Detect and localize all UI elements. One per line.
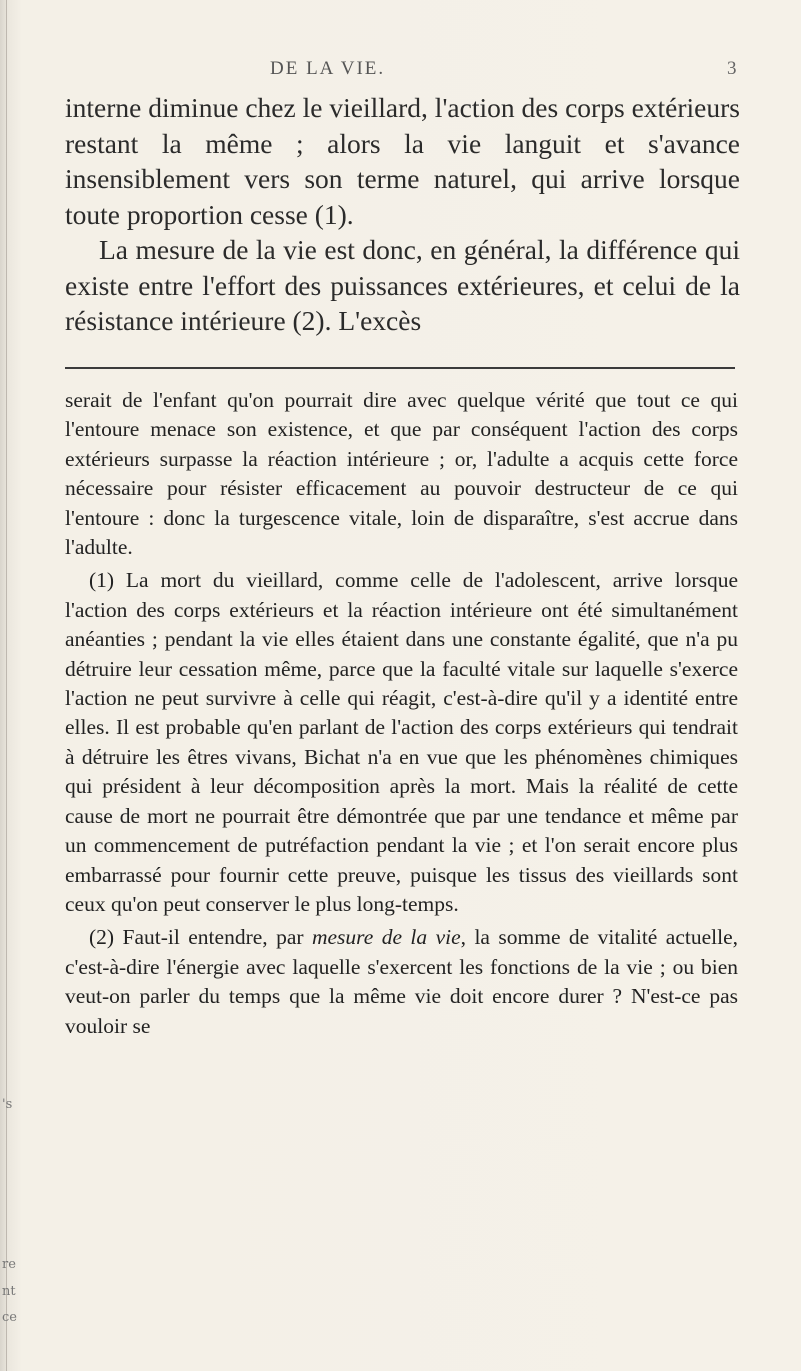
main-text (65, 90, 740, 339)
main-paragraph: interne diminue chez le vieillard, l'action des corps extérieurs restant la même ; alors la vie languit et s'avance insensiblement vers son terme naturel, qui arrive lorsque toute proportion cesse (1). (65, 92, 740, 230)
footnote-2-text: , la somme de vitalité actuelle, c'est-à-dire l'énergie avec laquelle s'exercent les fonctions de la vie ; ou bien veut-on parler du temps que la même vie doit encore durer ? N'est-ce pas vouloir se (65, 925, 738, 1038)
footnote-2 (65, 923, 738, 1041)
page-number: 3 (727, 58, 737, 79)
binding-gutter (6, 0, 7, 1371)
margin-bleed-text: re (2, 1257, 16, 1272)
footnotes (65, 386, 738, 1041)
footnote-2-emphasis: mesure de la vie (311, 925, 461, 950)
footnote-1: (1) La mort du vieillard, comme celle de l'adolescent, arrive lorsque l'action des corps extérieurs et la réaction intérieure ont été simultanément anéanties ; pendant la vie elles étaient dans une constante égalité, que n'a pu détruire leur cessation même, parce que la faculté vitale sur laquelle s'exerce l'action ne peut survivre à celle qui réagit, c'est-à-dire qu'il y a identité entre elles. Il est probable qu'en parlant de l'action des corps extérieurs qui tendrait à détruire les êtres vivans, Bichat n'a en vue que les phénomènes chimiques qui président à leur décomposition après la mort. Mais la réalité de cette cause de mort ne pourrait être démontrée que par une tendance et même par un commencement de putréfaction pendant la vie ; et l'on serait encore plus embarrassé pour fournir cette preuve, puisque les tissus des vieillards sont ceux qu'on peut conserver le plus long-temps. (65, 568, 738, 916)
page-header (0, 58, 801, 82)
margin-bleed-text: ce (2, 1310, 17, 1325)
margin-bleed-text: nt (2, 1284, 16, 1299)
running-head: DE LA VIE. (270, 58, 386, 79)
margin-bleed-text: 's (2, 1097, 13, 1112)
main-paragraph: La mesure de la vie est donc, en général, la différence qui existe entre l'effort des puissances extérieures, et celui de la résistance intérieure (2). L'excès (65, 234, 740, 336)
footnote-2-text: (2) Faut-il entendre, par (89, 925, 312, 950)
footnote-continuation: serait de l'enfant qu'on pourrait dire avec quelque vérité que tout ce qui l'entoure menace son existence, et que par conséquent l'action des corps extérieurs surpasse la réaction intérieure ; or, l'adulte a acquis cette force nécessaire pour résister efficacement au pouvoir destructeur de ce qui l'entoure : donc la turgescence vitale, loin de disparaître, s'est accrue dans l'adulte. (65, 388, 738, 560)
footnote-rule (65, 367, 735, 369)
